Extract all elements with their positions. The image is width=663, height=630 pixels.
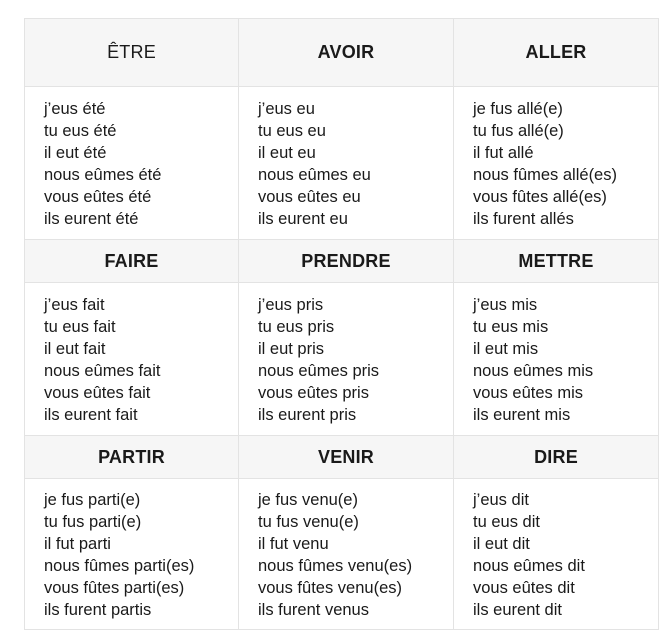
forms-cell-avoir	[239, 87, 454, 240]
form-line: il eut eu	[258, 144, 316, 162]
forms-cell-dire	[454, 479, 659, 630]
forms-cell-prendre	[239, 283, 454, 436]
forms-cell-etre	[25, 87, 239, 240]
form-line: tu eus dit	[473, 513, 540, 531]
form-line: j’eus été	[44, 100, 106, 118]
form-line: ils furent partis	[44, 601, 152, 619]
forms-list	[239, 87, 453, 230]
verb-header-row	[25, 240, 659, 283]
form-line: nous eûmes fait	[44, 362, 161, 380]
form-line: nous fûmes allé(es)	[473, 166, 617, 184]
verb-header-venir: VENIR	[239, 436, 454, 479]
forms-list	[25, 87, 238, 230]
form-line: tu eus été	[44, 122, 117, 140]
form-line: il fut parti	[44, 535, 111, 553]
form-line: nous eûmes été	[44, 166, 162, 184]
form-line: j’eus pris	[258, 296, 324, 314]
form-line: j’eus mis	[473, 296, 538, 314]
form-line: il eut été	[44, 144, 107, 162]
verb-header-row	[25, 19, 659, 87]
form-line: ils eurent dit	[473, 601, 562, 619]
form-line: j’eus fait	[44, 296, 105, 314]
form-line: ils furent venus	[258, 601, 369, 619]
form-line: vous eûtes eu	[258, 188, 361, 206]
form-line: tu eus mis	[473, 318, 549, 336]
form-line: tu eus eu	[258, 122, 326, 140]
conjugation-table	[24, 18, 659, 630]
forms-cell-mettre	[454, 283, 659, 436]
form-line: vous eûtes été	[44, 188, 152, 206]
verb-header-partir: PARTIR	[25, 436, 239, 479]
verb-header-avoir: AVOIR	[239, 19, 454, 87]
form-line: ils eurent mis	[473, 406, 571, 424]
forms-list	[454, 283, 658, 426]
form-line: nous eûmes pris	[258, 362, 380, 380]
forms-list	[239, 479, 453, 621]
form-line: vous eûtes fait	[44, 384, 151, 402]
form-line: vous eûtes mis	[473, 384, 584, 402]
form-line: je fus allé(e)	[473, 100, 563, 118]
forms-cell-faire	[25, 283, 239, 436]
form-line: il eut mis	[473, 340, 539, 358]
form-line: j’eus eu	[258, 100, 315, 118]
form-line: nous eûmes dit	[473, 557, 585, 575]
form-line: j’eus dit	[473, 491, 529, 509]
form-line: nous fûmes venu(es)	[258, 557, 413, 575]
form-line: tu fus parti(e)	[44, 513, 142, 531]
forms-list	[454, 87, 658, 230]
form-line: tu eus fait	[44, 318, 116, 336]
form-line: vous eûtes pris	[258, 384, 369, 402]
forms-cell-venir	[239, 479, 454, 630]
form-line: ils eurent été	[44, 210, 139, 228]
form-line: nous fûmes parti(es)	[44, 557, 195, 575]
forms-cell-aller	[454, 87, 659, 240]
form-line: vous fûtes allé(es)	[473, 188, 607, 206]
conjugation-row	[25, 283, 659, 436]
forms-list	[25, 283, 238, 426]
forms-cell-partir	[25, 479, 239, 630]
forms-list	[239, 283, 453, 426]
form-line: tu fus allé(e)	[473, 122, 564, 140]
form-line: tu eus pris	[258, 318, 335, 336]
form-line: il eut dit	[473, 535, 530, 553]
form-line: tu fus venu(e)	[258, 513, 359, 531]
form-line: je fus parti(e)	[44, 491, 141, 509]
verb-header-etre: ÊTRE	[25, 19, 239, 87]
form-line: nous eûmes eu	[258, 166, 371, 184]
form-line: vous fûtes parti(es)	[44, 579, 185, 597]
form-line: ils eurent eu	[258, 210, 348, 228]
form-line: ils eurent pris	[258, 406, 357, 424]
form-line: vous fûtes venu(es)	[258, 579, 402, 597]
form-line: il fut allé	[473, 144, 534, 162]
forms-list	[454, 479, 658, 621]
verb-header-row	[25, 436, 659, 479]
conjugation-row	[25, 87, 659, 240]
form-line: vous eûtes dit	[473, 579, 575, 597]
verb-header-faire: FAIRE	[25, 240, 239, 283]
forms-list	[25, 479, 238, 621]
form-line: il fut venu	[258, 535, 329, 553]
verb-header-dire: DIRE	[454, 436, 659, 479]
verb-header-aller: ALLER	[454, 19, 659, 87]
verb-header-prendre: PRENDRE	[239, 240, 454, 283]
form-line: ils eurent fait	[44, 406, 138, 424]
form-line: ils furent allés	[473, 210, 574, 228]
form-line: nous eûmes mis	[473, 362, 594, 380]
conjugation-row	[25, 479, 659, 630]
form-line: il eut pris	[258, 340, 325, 358]
form-line: je fus venu(e)	[258, 491, 358, 509]
form-line: il eut fait	[44, 340, 106, 358]
verb-header-mettre: METTRE	[454, 240, 659, 283]
